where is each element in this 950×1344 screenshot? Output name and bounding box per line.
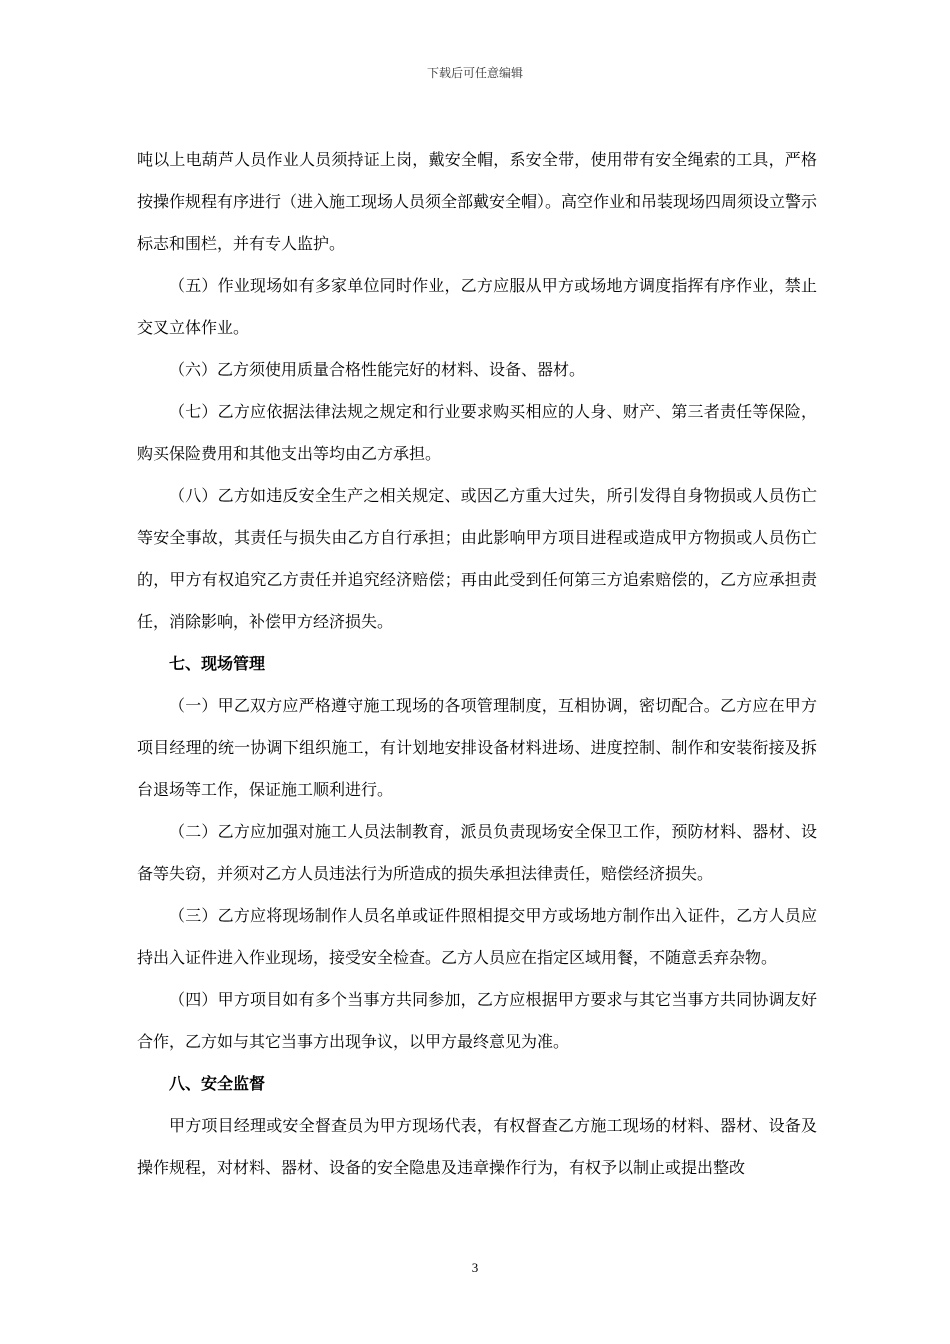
paragraph-clause-7: （七）乙方应依据法律法规之规定和行业要求购买相应的人身、财产、第三者责任等保险，购买保险费用和其他支出等均由乙方承担。 — [137, 402, 817, 463]
paragraph-continuation: 吨以上电葫芦人员作业人员须持证上岗，戴安全帽，系安全带，使用带有安全绳索的工具，严格按操作规程有序进行（进入施工现场人员须全部戴安全帽）。高空作业和吊装现场四周须设立警示标志和围栏，并有专人监护。 — [137, 150, 818, 253]
paragraph-safety-supervision: 甲方项目经理或安全督查员为甲方现场代表，有权督查乙方施工现场的材料、器材、设备及操作规程，对材料、器材、设备的安全隐患及违章操作行为，有权予以制止或提出整改 — [137, 1116, 817, 1177]
document-body — [137, 139, 817, 1189]
page-number: 3 — [471, 1260, 479, 1275]
page-header: 下载后可任意编辑 — [426, 66, 523, 80]
paragraph-site-clause-4: （四）甲方项目如有多个当事方共同参加，乙方应根据甲方要求与其它当事方共同协调友好合作，乙方如与其它当事方出现争议，以甲方最终意见为准。 — [137, 990, 817, 1051]
paragraph-site-clause-1: （一）甲乙双方应严格遵守施工现场的各项管理制度，互相协调，密切配合。乙方应在甲方项目经理的统一协调下组织施工，有计划地安排设备材料进场、进度控制、制作和安装衔接及拆台退场等工作，保证施工顺利进行。 — [137, 696, 817, 799]
section-heading-site-management: 七、现场管理 — [169, 654, 266, 673]
paragraph-site-clause-3: （三）乙方应将现场制作人员名单或证件照相提交甲方或场地方制作出入证件，乙方人员应持出入证件进入作业现场，接受安全检查。乙方人员应在指定区域用餐，不随意丢弃杂物。 — [137, 906, 817, 967]
paragraph-clause-8: （八）乙方如违反安全生产之相关规定、或因乙方重大过失，所引发得自身物损或人员伤亡等安全事故，其责任与损失由乙方自行承担；由此影响甲方项目进程或造成甲方物损或人员伤亡的，甲方有权追究乙方责任并追究经济赔偿；再由此受到任何第三方追索赔偿的，乙方应承担责任，消除影响，补偿甲方经济损失。 — [137, 486, 817, 631]
paragraph-clause-5: （五）作业现场如有多家单位同时作业，乙方应服从甲方或场地方调度指挥有序作业，禁止交叉立体作业。 — [137, 276, 817, 337]
paragraph-site-clause-2: （二）乙方应加强对施工人员法制教育，派员负责现场安全保卫工作，预防材料、器材、设备等失窃，并须对乙方人员违法行为所造成的损失承担法律责任，赔偿经济损失。 — [137, 822, 817, 883]
paragraph-clause-6: （六）乙方须使用质量合格性能完好的材料、设备、器材。 — [169, 360, 586, 379]
section-heading-safety-supervision: 八、安全监督 — [169, 1074, 266, 1093]
